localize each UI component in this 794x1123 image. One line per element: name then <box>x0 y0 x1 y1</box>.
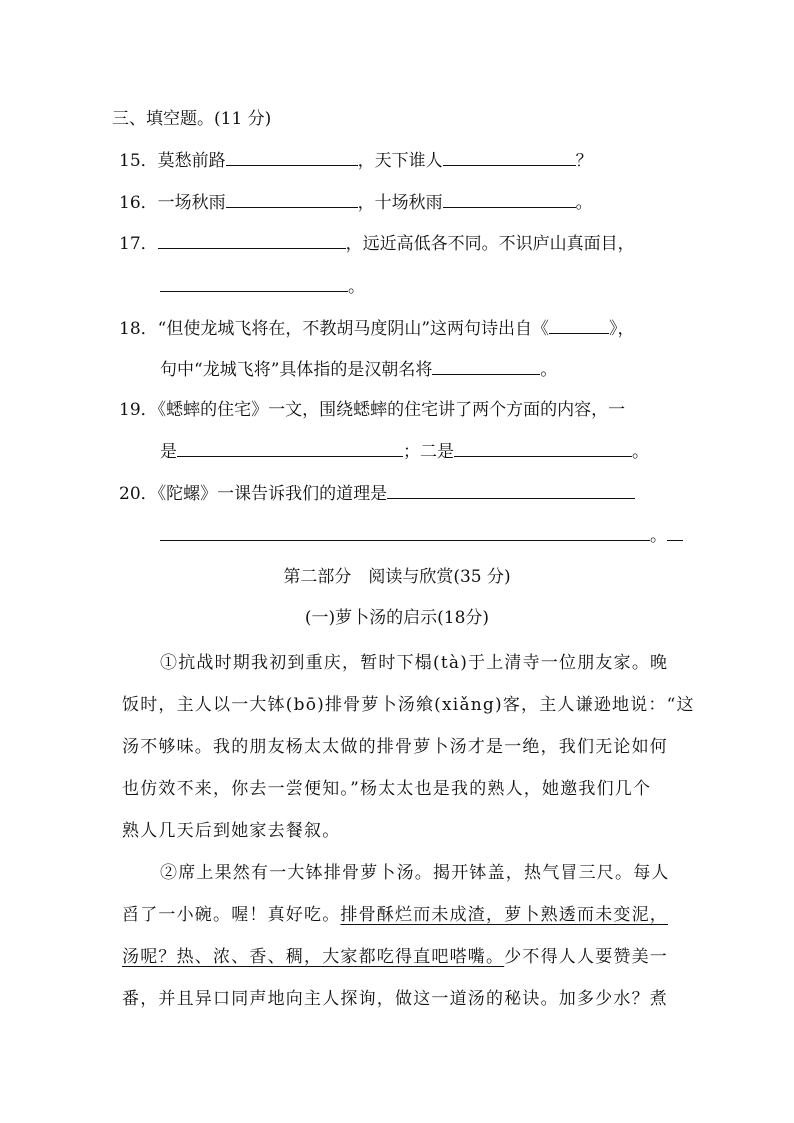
question-18-line2: 句中“龙城飞将”具体指的是汉朝名将 。 <box>160 360 558 380</box>
question-19: 19．《蟋蟀的住宅》一文，围绕蟋蟀的住宅讲了两个方面的内容，一 <box>119 400 626 420</box>
article-line: 舀了一小碗。喔！真好吃。排骨酥烂而未成渣，萝卜熟透而未变泥， <box>122 905 669 925</box>
question-19-line2: 是 ；二是 。 <box>160 442 649 462</box>
answer-blank[interactable] <box>226 191 358 208</box>
answer-blank[interactable] <box>443 149 576 166</box>
question-15: 15．莫愁前路 ，天下谁人 ？ <box>119 151 593 171</box>
answer-blank[interactable] <box>160 275 348 292</box>
article-line: 饭时，主人以一大钵(bō)排骨萝卜汤飨(xiǎng)客，主人谦逊地说：“这 <box>122 695 695 715</box>
answer-blank[interactable] <box>432 358 540 375</box>
underlined-sentence: 汤呢？热、浓、香、稠，大家都吃得直吧嗒嘴。 <box>122 947 505 967</box>
part-title: 第二部分 阅读与欣赏(35 分) <box>283 567 511 587</box>
answer-blank[interactable] <box>443 191 576 208</box>
answer-blank[interactable] <box>158 232 346 249</box>
question-17: 17． ，远近高低各不同。不识庐山真面目， <box>119 234 635 254</box>
article-line: 番，并且异口同声地向主人探询，做这一道汤的秘诀。加多少水？煮 <box>122 989 668 1009</box>
question-number: 15． <box>119 151 158 171</box>
article-line: 也仿效不来，你去一尝便知。”杨太太也是我的熟人，她邀我们几个 <box>122 779 652 799</box>
question-number: 19． <box>119 400 158 420</box>
article-line: ②席上果然有一大钵排骨萝卜汤。揭开钵盖，热气冒三尺。每人 <box>160 863 670 883</box>
question-20: 20．《陀螺》一课告诉我们的道理是 <box>119 482 635 505</box>
question-number: 20． <box>119 484 158 504</box>
answer-blank[interactable] <box>160 524 650 541</box>
article-line: ①抗战时期我初到重庆，暂时下榻(tà)于上清寺一位朋友家。晚 <box>160 653 669 673</box>
article-line: 熟人几天后到她家去餐叙。 <box>122 821 341 841</box>
answer-blank[interactable] <box>549 317 609 334</box>
question-16: 16．一场秋雨 ，十场秋雨 。 <box>119 193 593 213</box>
question-number: 18． <box>119 319 158 339</box>
answer-blank[interactable] <box>667 524 683 541</box>
section-title: 三、填空题。(11 分) <box>112 109 272 129</box>
question-17-line2: 。 <box>160 275 365 298</box>
answer-blank[interactable] <box>454 440 632 457</box>
answer-blank[interactable] <box>387 482 635 499</box>
underlined-sentence: 排骨酥烂而未成渣，萝卜熟透而未变泥， <box>340 905 669 925</box>
article-line: 汤不够味。我的朋友杨太太做的排骨萝卜汤才是一绝，我们无论如何 <box>122 737 668 757</box>
question-number: 16． <box>119 193 158 213</box>
question-20-line2: 。 <box>160 524 683 547</box>
question-number: 17． <box>119 234 158 254</box>
answer-blank[interactable] <box>226 149 358 166</box>
passage-title: (一)萝卜汤的启示(18分) <box>304 608 490 628</box>
article-line: 汤呢？热、浓、香、稠，大家都吃得直吧嗒嘴。少不得人人要赞美一 <box>122 947 669 967</box>
answer-blank[interactable] <box>177 440 403 457</box>
question-18: 18．“但使龙城飞将在，不教胡马度阴山”这两句诗出自《 》， <box>119 319 635 339</box>
